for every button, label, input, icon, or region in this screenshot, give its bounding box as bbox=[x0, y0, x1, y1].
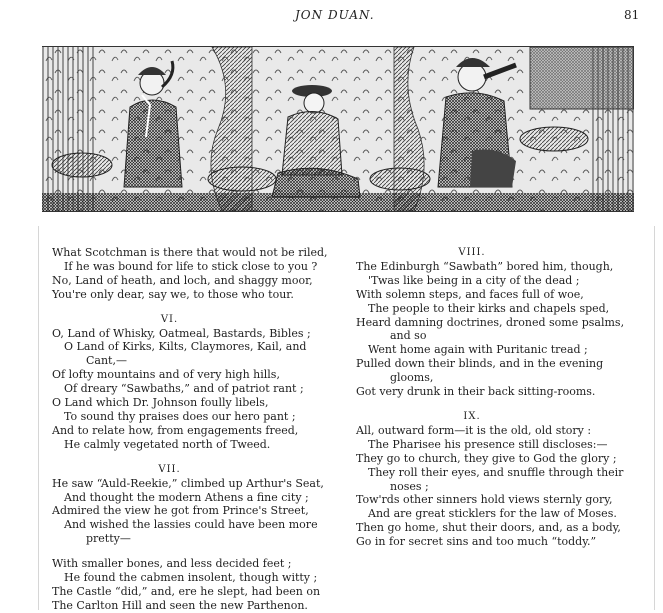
poem-line: Cant,— bbox=[86, 354, 127, 368]
poem-line: To sound thy praises does our hero pant ; bbox=[64, 409, 296, 423]
poem-line: Then go home, shut their doors, and, as a body, bbox=[356, 521, 621, 535]
running-header-title: JON DUAN. bbox=[295, 8, 375, 22]
poem-line: The Pharisee his presence still discloses:— bbox=[368, 437, 608, 451]
poem-line: With smaller bones, and less decided feet ; bbox=[52, 557, 292, 571]
poem-line: You're only dear, say we, to those who tour. bbox=[52, 287, 294, 301]
page-frame-left bbox=[38, 226, 39, 610]
poem-line: And to relate how, from engagements freed, bbox=[52, 423, 299, 437]
poem-line: Got very drunk in their back sitting-rooms. bbox=[356, 385, 596, 399]
poem-line: He calmly vegetated north of Tweed. bbox=[64, 437, 271, 451]
stanza-heading-vii: VII. bbox=[158, 463, 181, 475]
page-number: 81 bbox=[624, 8, 640, 22]
poem-line: Heard damning doctrines, droned some psalms, bbox=[356, 315, 625, 329]
poem-line: noses ; bbox=[390, 479, 429, 493]
poem-line: O Land of Kirks, Kilts, Claymores, Kail, and bbox=[64, 340, 307, 354]
poem-line: The Castle “did,” and, ere he slept, had been on bbox=[52, 584, 321, 598]
poem-line: And thought the modern Athens a fine city ; bbox=[64, 490, 309, 504]
poem-line: They roll their eyes, and snuffle through their bbox=[368, 465, 624, 479]
poem-line: If he was bound for life to stick close to you ? bbox=[64, 259, 318, 273]
poem-line: 'Twas like being in a city of the dead ; bbox=[368, 273, 580, 287]
stanza-heading-vi: VI. bbox=[160, 313, 179, 325]
poem-line: Admired the view he got from Prince's Street, bbox=[52, 504, 309, 518]
railway-carriage-engraving bbox=[42, 46, 634, 212]
poem-line: What Scotchman is there that would not be riled, bbox=[52, 246, 328, 259]
poem-line: Of dreary “Sawbaths,” and of patriot rant ; bbox=[64, 382, 304, 396]
page-frame-right bbox=[654, 226, 655, 610]
poem-line: pretty— bbox=[86, 532, 131, 546]
poem-line: He saw “Auld-Reekie,” climbed up Arthur's Seat, bbox=[52, 476, 324, 490]
poem-line: With solemn steps, and faces full of woe, bbox=[356, 287, 584, 301]
poem-line: The Carlton Hill and seen the new Parthenon. bbox=[52, 598, 308, 612]
poem-line: No, Land of heath, and loch, and shaggy moor, bbox=[52, 273, 313, 287]
poem-line: glooms, bbox=[390, 371, 434, 385]
stanza-heading-viii: VIII. bbox=[458, 247, 486, 258]
poem-line: Went home again with Puritanic tread ; bbox=[368, 343, 588, 357]
poem-line: All, outward form—it is the old, old story : bbox=[356, 423, 592, 437]
poem-line: The people to their kirks and chapels sped, bbox=[368, 301, 610, 315]
poem-line: and so bbox=[390, 329, 427, 343]
poem-line: Tow'rds other sinners hold views sternly gory, bbox=[356, 493, 613, 507]
stanza-heading-ix: IX. bbox=[463, 410, 481, 422]
poem-line: And wished the lassies could have been more bbox=[64, 518, 318, 532]
poem-line: O Land which Dr. Johnson foully libels, bbox=[52, 396, 269, 410]
poem-line: The Edinburgh “Sawbath” bored him, though, bbox=[356, 259, 614, 273]
poem-line: O, Land of Whisky, Oatmeal, Bastards, Bibles ; bbox=[52, 326, 311, 340]
left-text-column bbox=[52, 246, 328, 613]
poem-line: He found the cabmen insolent, though witty ; bbox=[64, 571, 318, 585]
poem-line: And are great sticklers for the law of Moses. bbox=[368, 507, 617, 521]
poem-line: They go to church, they give to God the glory ; bbox=[356, 451, 617, 465]
poem-line: Pulled down their blinds, and in the evening bbox=[356, 357, 604, 371]
right-text-column bbox=[356, 246, 625, 549]
poem-line: Of lofty mountains and of very high hills, bbox=[52, 368, 280, 382]
poem-line: Go in for secret sins and too much “toddy.” bbox=[356, 535, 597, 549]
